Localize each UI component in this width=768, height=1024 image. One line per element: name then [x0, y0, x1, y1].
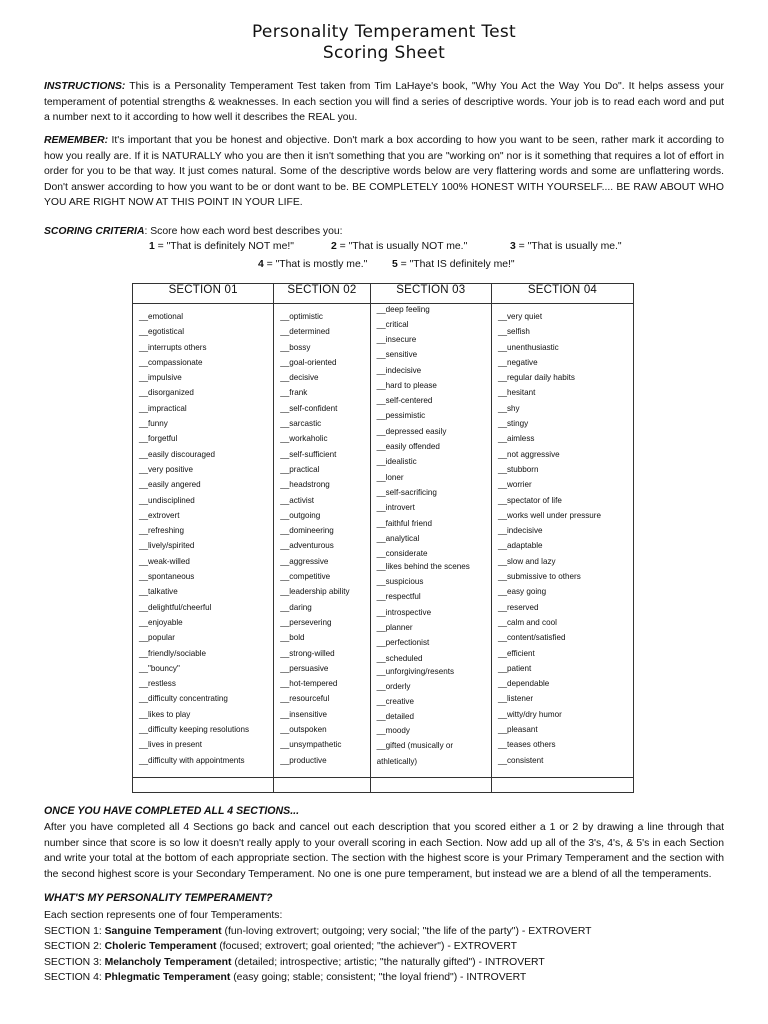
word-item[interactable]: __persuasive	[280, 663, 329, 673]
word-item[interactable]: __delightful/cheerful	[139, 602, 212, 612]
scoring-label: SCORING CRITERIA	[44, 226, 145, 237]
sections-table	[132, 283, 634, 793]
section-01-total[interactable]	[133, 777, 274, 792]
word-item[interactable]: __persevering	[280, 617, 332, 627]
temperament-line-3	[44, 955, 744, 971]
word-item[interactable]: __daring	[280, 602, 312, 612]
word-item[interactable]: __spectator of life	[497, 495, 562, 505]
word-item[interactable]: __very quiet	[497, 312, 543, 321]
word-item[interactable]: __adaptable	[497, 541, 543, 551]
word-item[interactable]: __difficulty with appointments	[139, 755, 245, 765]
word-item[interactable]: __adventurous	[280, 541, 334, 551]
word-item[interactable]: __stingy	[497, 419, 529, 429]
word-item[interactable]: __unenthusiastic	[497, 342, 559, 352]
scoring-criteria	[44, 224, 724, 240]
word-item[interactable]: __workaholic	[280, 434, 328, 444]
word-item[interactable]: __introvert	[376, 503, 415, 513]
word-item[interactable]: __easily offended	[376, 442, 440, 452]
word-item[interactable]: __outspoken	[280, 725, 327, 735]
word-item[interactable]: __teases others	[497, 740, 556, 750]
word-item[interactable]: __witty/dry humor	[497, 709, 562, 719]
word-item[interactable]: __restless	[139, 679, 176, 689]
word-item[interactable]: __weak-willed	[139, 556, 190, 566]
word-item[interactable]: __optimistic	[280, 312, 323, 321]
word-item[interactable]: __impractical	[139, 403, 187, 413]
scale-num: 1	[149, 241, 155, 252]
line-desc: (easy going; stable; consistent; "the loyal friend") - INTROVERT	[230, 972, 527, 983]
line-prefix: SECTION 2:	[44, 941, 105, 952]
section-03-list	[371, 304, 491, 777]
word-item[interactable]: __bossy	[280, 342, 311, 352]
remember-text: It's important that you be honest and objective. Don't mark a box according to how you want to be seen, rather mark it according to how you really are. If it is NATURALLY who you are then it isn't something that you are "working on" nor is it something that requires a lot of effort in order for you to be that way. It just comes natural. Some of the descriptive words below are very flattering words and some are unflattering words. Don't answer according to how you want to be or dont want to be. BE COMPLETELY 100% HONEST WITH YOURSELF.... BE RAW ABOUT WHO YOU ARE RIGHT NOW AT THIS POINT IN YOUR LIFE.	[44, 135, 724, 208]
word-item[interactable]: __difficulty concentrating	[139, 694, 228, 704]
word-item[interactable]: __talkative	[139, 587, 178, 597]
word-item[interactable]: __very positive	[139, 464, 193, 474]
word-item[interactable]: __insensitive	[280, 709, 328, 719]
word-item[interactable]: __easily angered	[139, 480, 201, 490]
word-item[interactable]: __regular daily habits	[497, 373, 575, 383]
word-item[interactable]: __efficient	[497, 648, 535, 658]
sections-total-row	[133, 777, 634, 792]
word-item[interactable]: __hot-tempered	[280, 679, 338, 689]
section-01-cell	[133, 304, 274, 778]
word-item[interactable]: __activist	[280, 495, 314, 505]
section-04-cell	[491, 304, 633, 778]
word-item[interactable]: __popular	[139, 633, 176, 643]
word-item[interactable]: __spontaneous	[139, 572, 195, 582]
section-04-total[interactable]	[491, 777, 633, 792]
word-item[interactable]: __headstrong	[280, 480, 330, 490]
word-item[interactable]: __bold	[280, 633, 305, 643]
temperament-name: Melancholy Temperament	[104, 956, 232, 968]
section-02-total[interactable]	[274, 777, 370, 792]
instructions-text: This is a Personality Temperament Test taken from Tim LaHaye's book, "Why You Act the Way You Do". It helps assess your temperament of potential strengths & weaknesses. In each section you will find a series of descriptive words. Your job is to read each word and put a number next to it according to how well it describes the REAL you.	[44, 81, 725, 123]
word-item[interactable]: __considerate	[376, 549, 428, 559]
section-01-list	[133, 304, 273, 774]
word-item[interactable]: __critical	[376, 319, 409, 329]
word-item[interactable]: __sensitive	[376, 350, 418, 360]
line-prefix: SECTION 3:	[44, 956, 105, 968]
word-item[interactable]: __likes behind the scenes	[376, 562, 470, 572]
word-item[interactable]: __scheduled	[376, 653, 423, 663]
word-item[interactable]: __selfish	[497, 327, 530, 337]
word-item[interactable]: __reserved	[497, 602, 539, 612]
word-item[interactable]: __friendly/sociable	[139, 648, 207, 658]
word-item[interactable]: __strong-willed	[280, 648, 335, 658]
sections-items-row	[133, 304, 634, 778]
scale-text: = "That is usually NOT me."	[336, 241, 468, 252]
word-item[interactable]: __respectful	[376, 592, 421, 602]
word-item[interactable]: __easily discouraged	[139, 449, 216, 459]
remember-label: REMEMBER:	[44, 135, 109, 146]
word-item[interactable]: __self-sacrificing	[376, 487, 437, 497]
word-item[interactable]: __unsympathetic	[280, 740, 342, 750]
word-item[interactable]: __orderly	[376, 681, 411, 691]
word-item[interactable]: __emotional	[139, 312, 184, 321]
word-item[interactable]: __indecisive	[497, 526, 543, 536]
temperament-list	[44, 908, 744, 986]
word-item[interactable]: __planner	[376, 623, 413, 633]
word-item[interactable]: __insecure	[376, 335, 417, 344]
sections-header-row	[133, 284, 634, 304]
word-item[interactable]: __detailed	[376, 712, 414, 722]
temperament-name: Sanguine Temperament	[104, 925, 222, 937]
section-03-total[interactable]	[370, 777, 491, 792]
line-prefix: SECTION 4:	[44, 972, 105, 983]
word-item[interactable]: __practical	[280, 464, 320, 474]
word-item[interactable]: __patient	[497, 663, 532, 673]
word-item[interactable]: __forgetful	[139, 434, 178, 444]
scale-num: 2	[331, 241, 337, 252]
word-item[interactable]: __dependable	[497, 679, 550, 689]
word-item[interactable]: __leadership ability	[280, 587, 350, 597]
word-item[interactable]: __aimless	[497, 434, 535, 444]
word-item[interactable]: __determined	[280, 327, 330, 337]
scale-text: = "That is mostly me."	[263, 259, 368, 270]
word-item[interactable]: __interrupts others	[139, 342, 207, 352]
word-item[interactable]: __slow and lazy	[497, 556, 556, 566]
section-03-header: SECTION 03	[370, 284, 491, 304]
word-item[interactable]: __pessimistic	[376, 411, 426, 421]
temperament-heading: WHAT'S MY PERSONALITY TEMPERAMENT?	[44, 892, 273, 904]
word-item[interactable]: __worrier	[497, 480, 532, 490]
word-item[interactable]: __sarcastic	[280, 419, 322, 429]
word-item[interactable]: __easy going	[497, 587, 547, 597]
word-item[interactable]: __competitive	[280, 572, 331, 582]
section-04-header: SECTION 04	[491, 284, 633, 304]
word-item[interactable]: __"bouncy"	[139, 663, 180, 673]
word-item[interactable]: __introspective	[376, 607, 432, 617]
scale-text: = "That IS definitely me!"	[397, 259, 515, 270]
scale-num: 4	[258, 259, 264, 270]
word-item[interactable]: __hard to please	[376, 380, 437, 390]
word-item[interactable]: __resourceful	[280, 694, 330, 704]
scale-item-3	[510, 240, 622, 254]
section-02-cell	[274, 304, 370, 778]
scale-num: 5	[392, 259, 398, 270]
word-item[interactable]: __lives in present	[139, 740, 202, 750]
document-title	[0, 22, 768, 64]
word-item[interactable]: __egotistical	[139, 327, 184, 337]
scoring-text: : Score how each word best describes you:	[144, 226, 343, 237]
title-line-1: Personality Temperament Test	[251, 22, 517, 42]
completed-heading: ONCE YOU HAVE COMPLETED ALL 4 SECTIONS...	[44, 805, 300, 817]
line-prefix: SECTION 1:	[44, 925, 105, 937]
word-item[interactable]: __submissive to others	[497, 572, 581, 582]
scale-item-2	[331, 240, 467, 254]
instructions-paragraph	[44, 79, 724, 126]
word-item[interactable]: __idealistic	[376, 457, 417, 467]
word-item[interactable]: __listener	[497, 694, 534, 704]
word-item[interactable]: __stubborn	[497, 464, 539, 474]
temperament-name: Phlegmatic Temperament	[104, 972, 231, 983]
word-item[interactable]: __self-centered	[376, 396, 433, 406]
word-item[interactable]: __frank	[280, 388, 308, 398]
word-item[interactable]: __negative	[497, 357, 538, 367]
word-item[interactable]: __creative	[376, 696, 414, 706]
word-item[interactable]: __pleasant	[497, 725, 538, 735]
word-item[interactable]: __extrovert	[139, 510, 180, 520]
word-item[interactable]: __suspicious	[376, 577, 424, 587]
line-desc: (detailed; introspective; artistic; "the naturally gifted") - INTROVERT	[231, 956, 545, 968]
temperament-line-1	[44, 924, 744, 940]
word-item[interactable]: __gifted (musically or athletically)	[376, 741, 454, 766]
word-item[interactable]: __faithful friend	[376, 518, 432, 528]
section-01-header: SECTION 01	[133, 284, 274, 304]
word-item[interactable]: __content/satisfied	[497, 633, 566, 643]
scale-text: = "That is definitely NOT me!"	[154, 241, 294, 252]
word-item[interactable]: __analytical	[376, 533, 420, 543]
scale-item-1	[149, 240, 294, 254]
word-item[interactable]: __deep feeling	[376, 305, 430, 314]
title-line-2: Scoring Sheet	[322, 43, 446, 63]
word-item[interactable]: __productive	[280, 755, 327, 765]
word-item[interactable]: __funny	[139, 419, 168, 429]
word-item[interactable]: __self-sufficient	[280, 449, 337, 459]
temperament-line-4	[44, 970, 744, 986]
word-item[interactable]: __indecisive	[376, 365, 422, 375]
remember-paragraph	[44, 133, 724, 211]
word-item[interactable]: __unforgiving/resents	[376, 666, 455, 676]
word-item[interactable]: __hesitant	[497, 388, 536, 398]
word-item[interactable]: __shy	[497, 403, 520, 413]
line-desc: (focused; extrovert; goal oriented; "the achiever") - EXTROVERT	[216, 941, 518, 952]
temperament-name: Choleric Temperament	[104, 941, 217, 952]
word-item[interactable]: __likes to play	[139, 709, 191, 719]
word-item[interactable]: __perfectionist	[376, 638, 430, 648]
word-item[interactable]: __moody	[376, 725, 410, 735]
scale-num: 3	[510, 241, 516, 252]
word-item[interactable]: __works well under pressure	[497, 510, 601, 520]
line-desc: (fun-loving extrovert; outgoing; very social; "the life of the party") - EXTROVERT	[221, 925, 592, 937]
word-item[interactable]: __goal-oriented	[280, 357, 337, 367]
word-item[interactable]: __decisive	[280, 373, 319, 383]
scale-text: = "That is usually me."	[515, 241, 622, 252]
section-03-cell	[370, 304, 491, 778]
word-item[interactable]: __difficulty keeping resolutions	[139, 725, 250, 735]
word-item[interactable]: __not aggressive	[497, 449, 560, 459]
word-item[interactable]: __outgoing	[280, 510, 321, 520]
word-item[interactable]: __disorganized	[139, 388, 194, 398]
section-04-list	[492, 304, 633, 774]
word-item[interactable]: __depressed easily	[376, 426, 447, 436]
temperament-intro: Each section represents one of four Temperaments:	[44, 910, 283, 921]
instructions-label: INSTRUCTIONS:	[44, 81, 126, 92]
word-item[interactable]: __domineering	[280, 526, 334, 536]
word-item[interactable]: __loner	[376, 472, 404, 482]
word-item[interactable]: __enjoyable	[139, 617, 183, 627]
completed-text: After you have completed all 4 Sections go back and cancel out each description that you scored either a 1 or 2 by drawing a line through that number since that score is so low it doesn't really apply to your overall scoring in each Section. Now add up all of the 3's, 4's, & 5's in each Section and write your total at the bottom of each appropriate section. The section with the highest score is your Primary Temperament and the section with the second highest score is your Secondary Temperament. No one is one pure temperament, but instead we are a blend of all the temperaments.	[44, 822, 724, 880]
word-item[interactable]: __lively/spirited	[139, 541, 195, 551]
temperament-line-2	[44, 939, 744, 955]
scale-item-4	[258, 258, 367, 272]
scale-item-5	[392, 258, 515, 272]
section-02-list	[274, 304, 369, 774]
word-item[interactable]: __compassionate	[139, 357, 203, 367]
word-item[interactable]: __calm and cool	[497, 617, 557, 627]
word-item[interactable]: __self-confident	[280, 403, 338, 413]
word-item[interactable]: __impulsive	[139, 373, 182, 383]
section-02-header: SECTION 02	[274, 284, 370, 304]
word-item[interactable]: __consistent	[497, 755, 544, 765]
word-item[interactable]: __aggressive	[280, 556, 329, 566]
word-item[interactable]: __undisciplined	[139, 495, 195, 505]
word-item[interactable]: __refreshing	[139, 526, 184, 536]
